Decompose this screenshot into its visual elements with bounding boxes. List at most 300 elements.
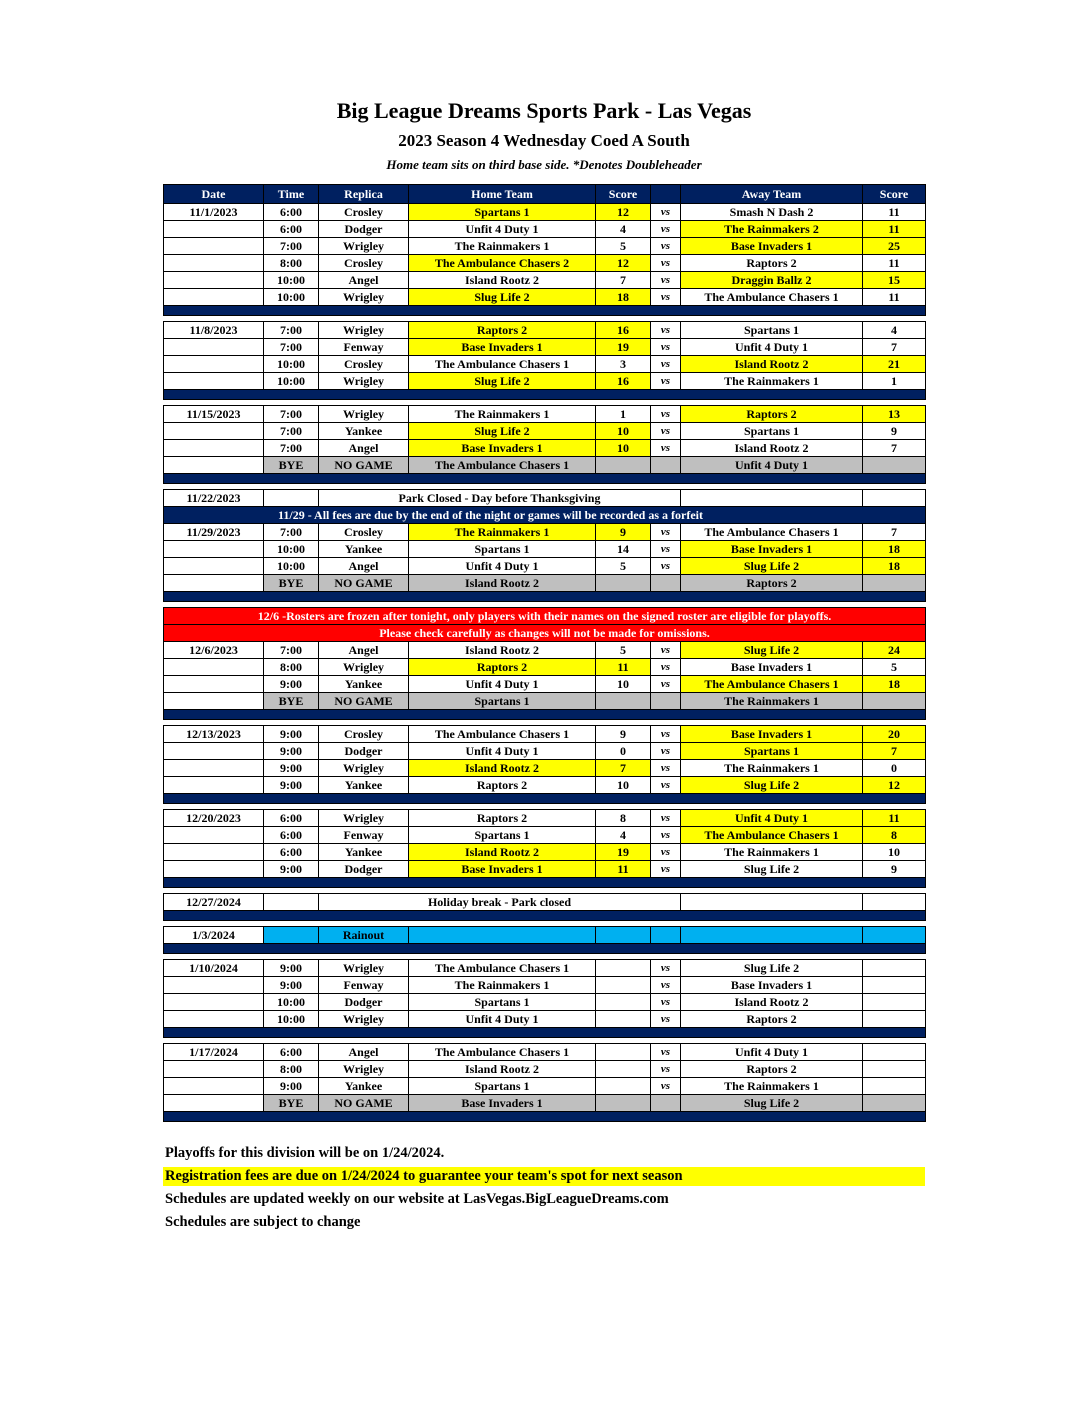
home-team-cell: Spartans 1: [409, 541, 596, 558]
home-score-cell: 12: [596, 255, 651, 272]
home-team-cell: Island Rootz 2: [409, 1061, 596, 1078]
home-team-cell: Unfit 4 Duty 1: [409, 221, 596, 238]
date-cell: [164, 423, 264, 440]
game-row: [164, 1011, 926, 1028]
time-cell: 10:00: [264, 356, 319, 373]
date-cell: [164, 861, 264, 878]
replica-cell: Wrigley: [319, 1061, 409, 1078]
vs-label: vs: [651, 255, 681, 272]
away-team-cell: Island Rootz 2: [681, 994, 863, 1011]
away-score-cell: 5: [863, 659, 926, 676]
replica-cell: Yankee: [319, 676, 409, 693]
replica-cell: Dodger: [319, 994, 409, 1011]
home-team-cell: Slug Life 2: [409, 289, 596, 306]
vs-label: vs: [651, 810, 681, 827]
home-team-cell: Unfit 4 Duty 1: [409, 558, 596, 575]
replica-cell: NO GAME: [319, 693, 409, 710]
game-row: [164, 541, 926, 558]
game-row: [164, 322, 926, 339]
time-cell: BYE: [264, 575, 319, 592]
closed-text: Park Closed - Day before Thanksgiving: [319, 490, 681, 507]
date-cell: [164, 659, 264, 676]
bye-row: [164, 575, 926, 592]
game-row: [164, 659, 926, 676]
time-cell: 8:00: [264, 659, 319, 676]
game-row: [164, 810, 926, 827]
away-score-cell: [863, 1044, 926, 1061]
game-row: [164, 1078, 926, 1095]
away-team-cell: [681, 927, 863, 944]
date-cell: 1/17/2024: [164, 1044, 264, 1061]
away-score-cell: 11: [863, 204, 926, 221]
vs-label: vs: [651, 642, 681, 659]
game-row: [164, 373, 926, 390]
vs-label: vs: [651, 1078, 681, 1095]
game-row: [164, 760, 926, 777]
vs-label: vs: [651, 322, 681, 339]
time-cell: 7:00: [264, 339, 319, 356]
game-row: [164, 676, 926, 693]
game-row: [164, 440, 926, 457]
away-score-cell: 9: [863, 861, 926, 878]
away-score-cell: 7: [863, 743, 926, 760]
replica-cell: Yankee: [319, 423, 409, 440]
column-header-vs: [651, 185, 681, 204]
time-cell: 6:00: [264, 827, 319, 844]
home-score-cell: [596, 575, 651, 592]
page-subtitle: 2023 Season 4 Wednesday Coed A South: [398, 131, 690, 150]
away-score-cell: 1: [863, 373, 926, 390]
away-score-cell: 18: [863, 541, 926, 558]
time-cell: 9:00: [264, 760, 319, 777]
time-cell: 7:00: [264, 440, 319, 457]
park-closed-row: [164, 894, 926, 911]
replica-cell: Angel: [319, 1044, 409, 1061]
vs-label: vs: [651, 558, 681, 575]
home-team-cell: Spartans 1: [409, 1078, 596, 1095]
date-cell: [164, 457, 264, 474]
vs-cell: [651, 575, 681, 592]
home-team-cell: Raptors 2: [409, 659, 596, 676]
replica-cell: Fenway: [319, 827, 409, 844]
home-team-cell: Raptors 2: [409, 777, 596, 794]
game-row: [164, 238, 926, 255]
time-cell: 9:00: [264, 977, 319, 994]
vs-label: vs: [651, 339, 681, 356]
time-cell: 7:00: [264, 642, 319, 659]
home-score-cell: [596, 1044, 651, 1061]
date-cell: 11/1/2023: [164, 204, 264, 221]
replica-cell: Wrigley: [319, 810, 409, 827]
home-team-cell: Base Invaders 1: [409, 1095, 596, 1112]
time-cell: 7:00: [264, 423, 319, 440]
game-row: [164, 844, 926, 861]
date-cell: [164, 1061, 264, 1078]
date-cell: 12/27/2024: [164, 894, 264, 911]
time-cell: 10:00: [264, 272, 319, 289]
vs-label: vs: [651, 760, 681, 777]
away-team-cell: The Ambulance Chasers 1: [681, 524, 863, 541]
away-score-cell: [863, 457, 926, 474]
time-cell: 10:00: [264, 558, 319, 575]
time-cell: [264, 490, 319, 507]
away-team-cell: Raptors 2: [681, 575, 863, 592]
away-team-cell: Base Invaders 1: [681, 659, 863, 676]
game-row: [164, 1044, 926, 1061]
replica-cell: Angel: [319, 272, 409, 289]
home-score-cell: 5: [596, 642, 651, 659]
time-cell: 7:00: [264, 524, 319, 541]
vs-label: vs: [651, 524, 681, 541]
separator-bar: [164, 710, 926, 720]
away-score-cell: 7: [863, 440, 926, 457]
away-team-cell: Slug Life 2: [681, 777, 863, 794]
vs-label: vs: [651, 373, 681, 390]
date-cell: 1/10/2024: [164, 960, 264, 977]
separator-row: [164, 944, 926, 954]
game-row: [164, 827, 926, 844]
home-score-cell: 8: [596, 810, 651, 827]
away-score-cell: 8: [863, 827, 926, 844]
separator-bar: [164, 878, 926, 888]
replica-cell: Angel: [319, 642, 409, 659]
away-team-cell: Slug Life 2: [681, 558, 863, 575]
away-score-cell: [863, 1095, 926, 1112]
date-cell: [164, 272, 264, 289]
date-cell: 12/13/2023: [164, 726, 264, 743]
game-row: [164, 994, 926, 1011]
time-cell: 6:00: [264, 844, 319, 861]
date-cell: [164, 541, 264, 558]
home-team-cell: The Ambulance Chasers 1: [409, 356, 596, 373]
home-team-cell: Island Rootz 2: [409, 642, 596, 659]
away-team-cell: Slug Life 2: [681, 642, 863, 659]
home-score-cell: [596, 1095, 651, 1112]
game-row: [164, 558, 926, 575]
vs-label: vs: [651, 1061, 681, 1078]
home-team-cell: The Ambulance Chasers 1: [409, 726, 596, 743]
date-cell: [164, 743, 264, 760]
separator-row: [164, 1028, 926, 1038]
game-row: [164, 221, 926, 238]
game-row: [164, 977, 926, 994]
notice-text: 11/29 - All fees are due by the end of the night or games will be recorded as a forfeit: [164, 507, 926, 524]
game-row: [164, 861, 926, 878]
away-team-cell: Slug Life 2: [681, 1095, 863, 1112]
home-score-cell: 7: [596, 272, 651, 289]
date-cell: [164, 373, 264, 390]
home-score-cell: [596, 1061, 651, 1078]
away-score-cell: [863, 1011, 926, 1028]
home-team-cell: Base Invaders 1: [409, 339, 596, 356]
away-score-cell: [863, 977, 926, 994]
vs-label: vs: [651, 238, 681, 255]
replica-cell: Crosley: [319, 204, 409, 221]
away-team-cell: Spartans 1: [681, 322, 863, 339]
away-score-cell: 18: [863, 676, 926, 693]
replica-cell: Crosley: [319, 524, 409, 541]
home-team-cell: Unfit 4 Duty 1: [409, 743, 596, 760]
home-team-cell: Spartans 1: [409, 994, 596, 1011]
away-team-cell: Base Invaders 1: [681, 541, 863, 558]
replica-cell: Crosley: [319, 356, 409, 373]
notice-row: [164, 625, 926, 642]
game-row: [164, 339, 926, 356]
replica-cell: Wrigley: [319, 322, 409, 339]
date-cell: [164, 558, 264, 575]
away-team-cell: Raptors 2: [681, 1011, 863, 1028]
away-team-cell: The Rainmakers 1: [681, 760, 863, 777]
date-cell: 11/22/2023: [164, 490, 264, 507]
date-cell: [164, 977, 264, 994]
column-header-home-score: Score: [596, 185, 651, 204]
date-cell: [164, 339, 264, 356]
column-header-time: Time: [264, 185, 319, 204]
away-score-cell: [863, 994, 926, 1011]
replica-cell: Wrigley: [319, 760, 409, 777]
time-cell: 6:00: [264, 1044, 319, 1061]
time-cell: 6:00: [264, 221, 319, 238]
separator-bar: [164, 1028, 926, 1038]
bye-row: [164, 693, 926, 710]
column-header-away-score: Score: [863, 185, 926, 204]
home-score-cell: 16: [596, 373, 651, 390]
time-cell: 9:00: [264, 960, 319, 977]
date-cell: [164, 827, 264, 844]
date-cell: [164, 575, 264, 592]
rainout-row: [164, 927, 926, 944]
away-score-cell: 9: [863, 423, 926, 440]
vs-cell: [651, 927, 681, 944]
replica-cell: Yankee: [319, 541, 409, 558]
home-score-cell: 7: [596, 760, 651, 777]
away-score-cell: 0: [863, 760, 926, 777]
away-team-cell: The Rainmakers 1: [681, 1078, 863, 1095]
date-cell: 12/20/2023: [164, 810, 264, 827]
separator-row: [164, 474, 926, 484]
vs-label: vs: [651, 272, 681, 289]
replica-cell: Dodger: [319, 743, 409, 760]
away-team-cell: Spartans 1: [681, 743, 863, 760]
away-score-cell: 15: [863, 272, 926, 289]
home-score-cell: [596, 960, 651, 977]
away-score-cell: 12: [863, 777, 926, 794]
away-score-cell: 11: [863, 810, 926, 827]
time-cell: 9:00: [264, 726, 319, 743]
away-team-cell: Base Invaders 1: [681, 726, 863, 743]
away-score-cell: [863, 894, 926, 911]
home-team-cell: The Ambulance Chasers 1: [409, 1044, 596, 1061]
home-score-cell: 11: [596, 861, 651, 878]
away-team-cell: Smash N Dash 2: [681, 204, 863, 221]
game-row: [164, 524, 926, 541]
separator-bar: [164, 911, 926, 921]
away-score-cell: 13: [863, 406, 926, 423]
replica-cell: Wrigley: [319, 289, 409, 306]
vs-label: vs: [651, 541, 681, 558]
game-row: [164, 255, 926, 272]
column-header-away-team: Away Team: [681, 185, 863, 204]
separator-row: [164, 794, 926, 804]
date-cell: [164, 844, 264, 861]
away-score-cell: [863, 1078, 926, 1095]
home-score-cell: 19: [596, 339, 651, 356]
separator-row: [164, 710, 926, 720]
time-cell: 10:00: [264, 289, 319, 306]
vs-label: vs: [651, 743, 681, 760]
separator-row: [164, 592, 926, 602]
away-score-cell: [863, 1061, 926, 1078]
home-score-cell: 9: [596, 524, 651, 541]
away-team-cell: The Rainmakers 1: [681, 693, 863, 710]
home-team-note: Home team sits on third base side. *Denotes Doubleheader: [386, 157, 702, 172]
away-team-cell: Raptors 2: [681, 406, 863, 423]
vs-label: vs: [651, 861, 681, 878]
vs-cell: [651, 457, 681, 474]
notice-row: [164, 608, 926, 625]
date-cell: 11/29/2023: [164, 524, 264, 541]
home-team-cell: Island Rootz 2: [409, 844, 596, 861]
away-team-cell: Spartans 1: [681, 423, 863, 440]
away-score-cell: 11: [863, 289, 926, 306]
home-team-cell: The Rainmakers 1: [409, 406, 596, 423]
replica-cell: Dodger: [319, 861, 409, 878]
date-cell: [164, 221, 264, 238]
game-row: [164, 272, 926, 289]
home-score-cell: 5: [596, 238, 651, 255]
home-team-cell: Island Rootz 2: [409, 575, 596, 592]
replica-cell: Wrigley: [319, 659, 409, 676]
away-score-cell: [863, 927, 926, 944]
time-cell: 7:00: [264, 406, 319, 423]
separator-gap-row: [164, 1122, 926, 1128]
replica-cell: Wrigley: [319, 1011, 409, 1028]
away-score-cell: [863, 575, 926, 592]
home-team-cell: The Rainmakers 1: [409, 524, 596, 541]
vs-label: vs: [651, 406, 681, 423]
time-cell: [264, 894, 319, 911]
away-team-cell: The Ambulance Chasers 1: [681, 676, 863, 693]
home-score-cell: [596, 693, 651, 710]
home-team-cell: The Ambulance Chasers 1: [409, 457, 596, 474]
home-team-cell: Spartans 1: [409, 204, 596, 221]
game-row: [164, 777, 926, 794]
home-score-cell: 10: [596, 777, 651, 794]
away-team-cell: The Rainmakers 2: [681, 221, 863, 238]
vs-label: vs: [651, 977, 681, 994]
game-row: [164, 289, 926, 306]
time-cell: [264, 927, 319, 944]
home-team-cell: The Rainmakers 1: [409, 977, 596, 994]
vs-label: vs: [651, 726, 681, 743]
home-team-cell: Unfit 4 Duty 1: [409, 676, 596, 693]
time-cell: 8:00: [264, 255, 319, 272]
home-score-cell: [596, 457, 651, 474]
page-title: Big League Dreams Sports Park - Las Vegas: [336, 98, 752, 123]
separator-bar: [164, 1112, 926, 1122]
game-row: [164, 406, 926, 423]
replica-cell: Wrigley: [319, 960, 409, 977]
game-row: [164, 743, 926, 760]
game-row: [164, 960, 926, 977]
home-score-cell: 18: [596, 289, 651, 306]
home-team-cell: Slug Life 2: [409, 373, 596, 390]
time-cell: 9:00: [264, 743, 319, 760]
playoffs-note: Playoffs for this division will be on 1/24/2024.: [165, 1144, 445, 1161]
time-cell: 10:00: [264, 541, 319, 558]
away-team-cell: Draggin Ballz 2: [681, 272, 863, 289]
away-score-cell: [863, 960, 926, 977]
home-score-cell: 10: [596, 423, 651, 440]
bye-row: [164, 1095, 926, 1112]
time-cell: 10:00: [264, 1011, 319, 1028]
replica-cell: Fenway: [319, 977, 409, 994]
game-row: [164, 1061, 926, 1078]
rainout-label: Rainout: [319, 927, 409, 944]
separator-bar: [164, 944, 926, 954]
vs-cell: [651, 693, 681, 710]
separator-bar: [164, 794, 926, 804]
home-team-cell: Spartans 1: [409, 693, 596, 710]
home-score-cell: 0: [596, 743, 651, 760]
vs-label: vs: [651, 423, 681, 440]
away-team-cell: Unfit 4 Duty 1: [681, 339, 863, 356]
vs-label: vs: [651, 204, 681, 221]
vs-label: vs: [651, 221, 681, 238]
footer: [163, 1144, 925, 1232]
separator-row: [164, 390, 926, 400]
date-cell: [164, 440, 264, 457]
away-score-cell: 20: [863, 726, 926, 743]
separator-bar: [164, 390, 926, 400]
replica-cell: Wrigley: [319, 238, 409, 255]
home-score-cell: [596, 1078, 651, 1095]
time-cell: 7:00: [264, 238, 319, 255]
notice-text: 12/6 -Rosters are frozen after tonight, only players with their names on the signed roster are eligible for playoffs.: [164, 608, 926, 625]
date-cell: [164, 777, 264, 794]
home-score-cell: [596, 994, 651, 1011]
date-cell: [164, 255, 264, 272]
away-team-cell: The Rainmakers 1: [681, 844, 863, 861]
date-cell: [164, 693, 264, 710]
vs-label: vs: [651, 356, 681, 373]
replica-cell: Yankee: [319, 777, 409, 794]
time-cell: 9:00: [264, 777, 319, 794]
home-team-cell: Island Rootz 2: [409, 272, 596, 289]
replica-cell: Wrigley: [319, 373, 409, 390]
replica-cell: Fenway: [319, 339, 409, 356]
home-score-cell: 12: [596, 204, 651, 221]
home-score-cell: 10: [596, 676, 651, 693]
home-team-cell: Island Rootz 2: [409, 760, 596, 777]
away-team-cell: Slug Life 2: [681, 960, 863, 977]
date-cell: [164, 1011, 264, 1028]
time-cell: 10:00: [264, 994, 319, 1011]
home-team-cell: Base Invaders 1: [409, 440, 596, 457]
home-team-cell: [409, 927, 596, 944]
away-team-cell: Unfit 4 Duty 1: [681, 1044, 863, 1061]
game-row: [164, 726, 926, 743]
home-score-cell: 16: [596, 322, 651, 339]
date-cell: [164, 994, 264, 1011]
replica-cell: Angel: [319, 558, 409, 575]
replica-cell: NO GAME: [319, 457, 409, 474]
vs-label: vs: [651, 827, 681, 844]
away-team-cell: Slug Life 2: [681, 861, 863, 878]
vs-label: vs: [651, 289, 681, 306]
time-cell: 9:00: [264, 1078, 319, 1095]
away-score-cell: 7: [863, 524, 926, 541]
